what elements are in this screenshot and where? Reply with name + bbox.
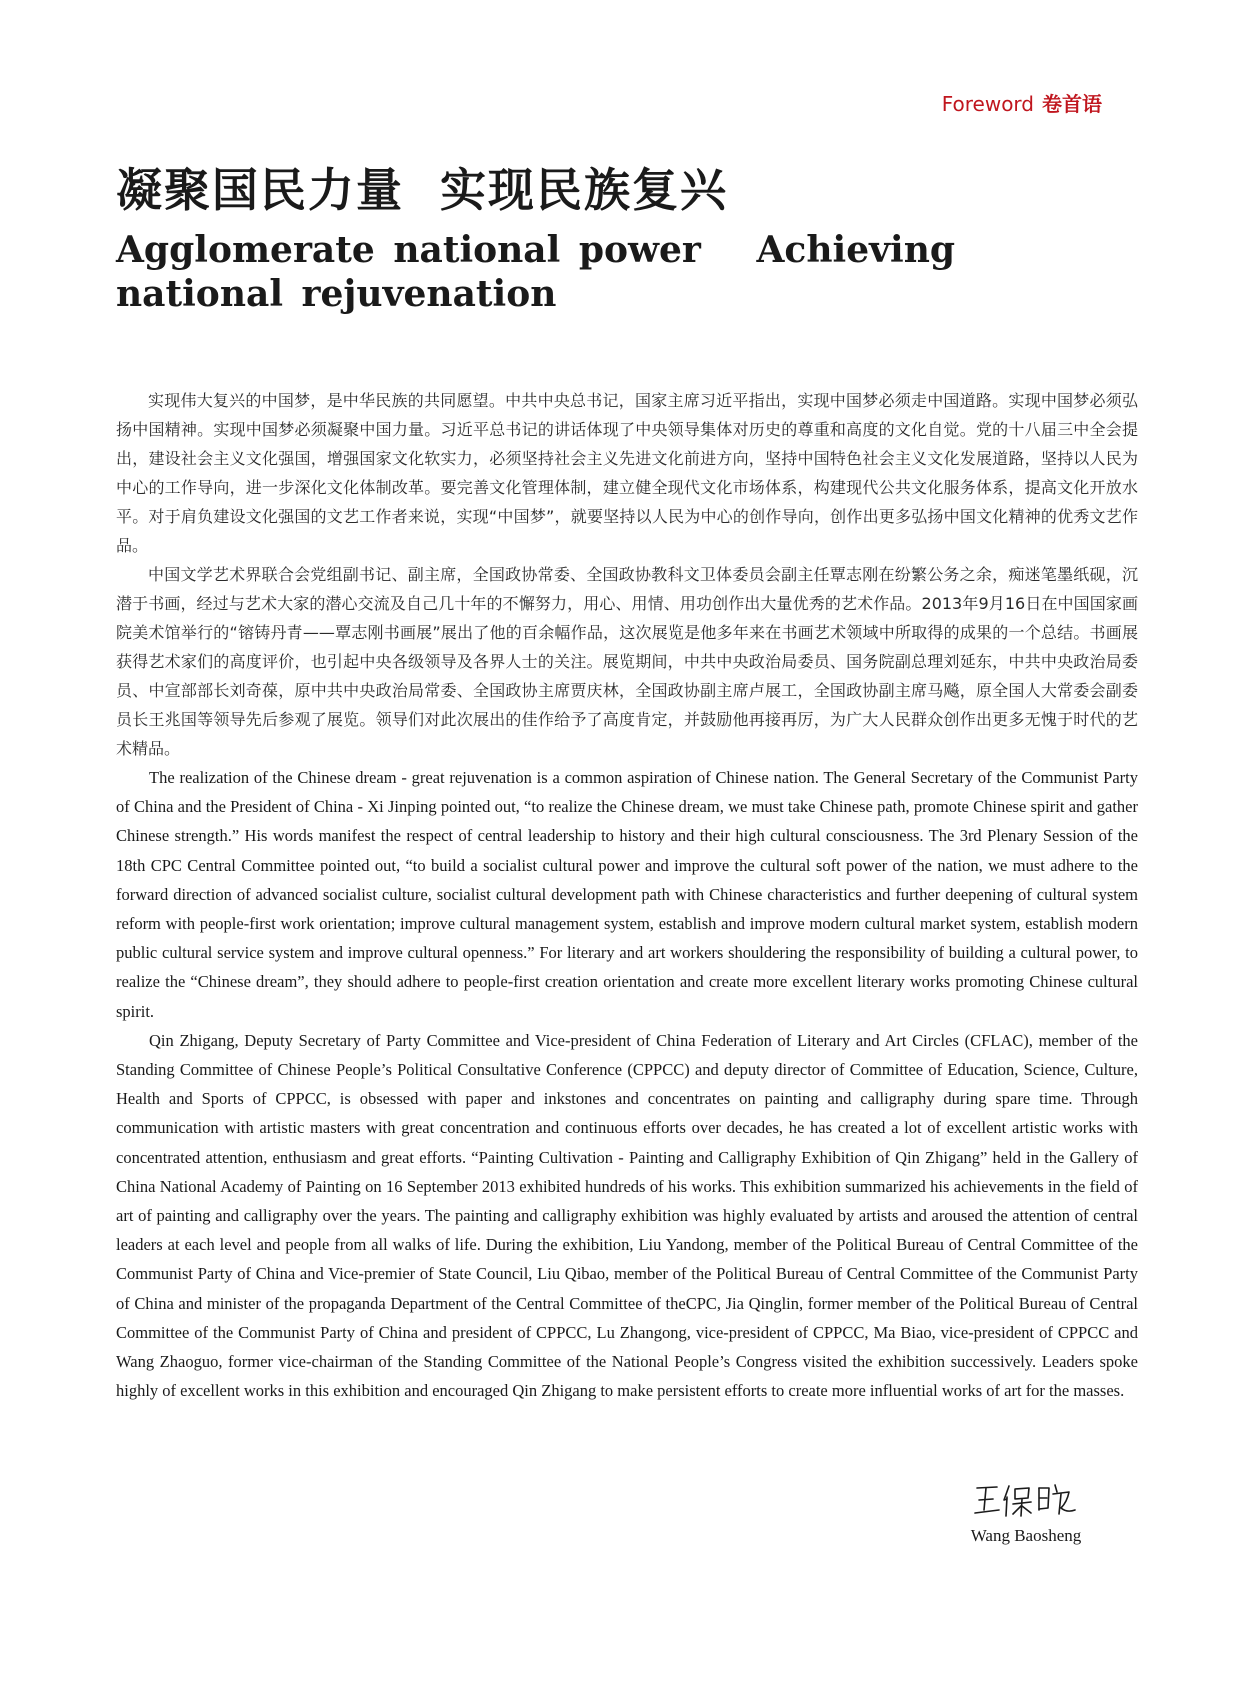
english-paragraph: Qin Zhigang, Deputy Secretary of Party Committee and Vice-president of China Federation of Literary and Art Circles (CFLAC), member of the Standing Committee of Chinese People’s Political Consultative Conference (CPPCC) and deputy director of Committee of Education, Science, Culture, Health and Sports of CPPCC, is obsessed with paper and inkstones and concentrates on painting and calligraphy during spare time. Through communication with artistic masters with great concentration and continuous efforts over decades, he has created a lot of excellent artistic works with concentrated attention, enthusiasm and great efforts. “Painting Cultivation - Painting and Calligraphy Exhibition of Qin Zhigang” held in the Gallery of China National Academy of Painting on 16 September 2013 exhibited hundreds of his works. This exhibition summarized his achievements in the field of art of painting and calligraphy over the years. The painting and calligraphy exhibition was highly evaluated by artists and aroused the attention of central leaders at each level and people from all walks of life. During the exhibition, Liu Yandong, member of the Political Bureau of Central Committee of the Communist Party of China and Vice-premier of State Council, Liu Qibao, member of the Political Bureau of Central Committee of the Communist Party of China and minister of the propaganda Department of the Central Committee of theCPC, Jia Qinglin, former member of the Political Bureau of Central Committee of the Communist Party of China and president of CPPCC, Lu Zhangong, vice-president of CPPCC, Ma Biao, vice-president of CPPCC and Wang Zhaoguo, former vice-chairman of the Standing Committee of the National People’s Congress visited the exhibition successively. Leaders spoke highly of excellent works in this exhibition and encouraged Qin Zhigang to make persistent efforts to create more influential works of art for the masses. bbox=[116, 1030, 1138, 1401]
chinese-paragraph: 中国文学艺术界联合会党组副书记、副主席，全国政协常委、全国政协教科文卫体委员会副主任覃志刚在纷繁公务之余，痴迷笔墨纸砚，沉潜于书画，经过与艺术大家的潜心交流及自己几十年的不懈努力，用心、用情、用功创作出大量优秀的艺术作品。2013年9月16日在中国国家画院美术馆举行的“镕铸丹青——覃志刚书画展”展出了他的百余幅作品，这次展览是他多年来在书画艺术领域中所取得的成果的一个总结。书画展获得艺术家们的高度评价，也引起中央各级领导及各界人士的关注。展览期间，中共中央政治局委员、国务院副总理刘延东，中共中央政治局委员、中宣部部长刘奇葆，原中共中央政治局常委、全国政协主席贾庆林，全国政协副主席卢展工，全国政协副主席马飚，原全国人大常委会副委员长王兆国等领导先后参观了展览。领导们对此次展出的佳作给予了高度肯定，并鼓励他再接再厉，为广大人民群众创作出更多无愧于时代的艺术精品。 bbox=[116, 565, 1138, 758]
article-body bbox=[116, 386, 1138, 1405]
section-label-en: Foreword bbox=[941, 92, 1034, 116]
author-name: Wang Baosheng bbox=[970, 1526, 1082, 1545]
page-title-chinese: 凝聚国民力量 实现民族复兴 bbox=[116, 163, 729, 217]
section-label bbox=[942, 88, 1102, 117]
chinese-paragraph: 实现伟大复兴的中国梦，是中华民族的共同愿望。中共中央总书记，国家主席习近平指出，实现中国梦必须走中国道路。实现中国梦必须弘扬中国精神。实现中国梦必须凝聚中国力量。习近平总书记的讲话体现了中央领导集体对历史的尊重和高度的文化自觉。党的十八届三中全会提出，建设社会主义文化强国，增强国家文化软实力，必须坚持社会主义先进文化前进方向，坚持中国特色社会主义文化发展道路，坚持以人民为中心的工作导向，进一步深化文化体制改革。要完善文化管理体制，建立健全现代文化市场体系，构建现代公共文化服务体系，提高文化开放水平。对于肩负建设文化强国的文艺工作者来说，实现“中国梦”，就要坚持以人民为中心的创作导向，创作出更多弘扬中国文化精神的优秀文艺作品。 bbox=[116, 391, 1138, 555]
page-title-english: Agglomerate national power Achieving national rejuvenation bbox=[116, 229, 974, 315]
section-label-zh: 卷首语 bbox=[1042, 92, 1102, 116]
english-paragraph: The realization of the Chinese dream - great rejuvenation is a common aspiration of Chinese nation. The General Secretary of the Communist Party of China and the President of China - Xi Jinping pointed out, “to realize the Chinese dream, we must take Chinese path, promote Chinese spirit and gather Chinese strength.” His words manifest the respect of central leadership to history and their high cultural consciousness. The 3rd Plenary Session of the 18th CPC Central Committee pointed out, “to build a socialist cultural power and improve the cultural soft power of the nation, we must adhere to the forward direction of advanced socialist culture, socialist cultural development path with Chinese characteristics and further deepening of cultural system reform with people-first work orientation; improve cultural management system, establish and improve modern cultural market system, establish modern public cultural service system and improve cultural openness.” For literary and art workers shouldering the responsibility of building a cultural power, to realize the “Chinese dream”, they should adhere to people-first creation orientation and create more excellent literary works promoting Chinese cultural spirit. bbox=[116, 768, 1138, 1021]
handwritten-signature-icon bbox=[971, 1480, 1081, 1522]
signature-block bbox=[956, 1480, 1096, 1546]
